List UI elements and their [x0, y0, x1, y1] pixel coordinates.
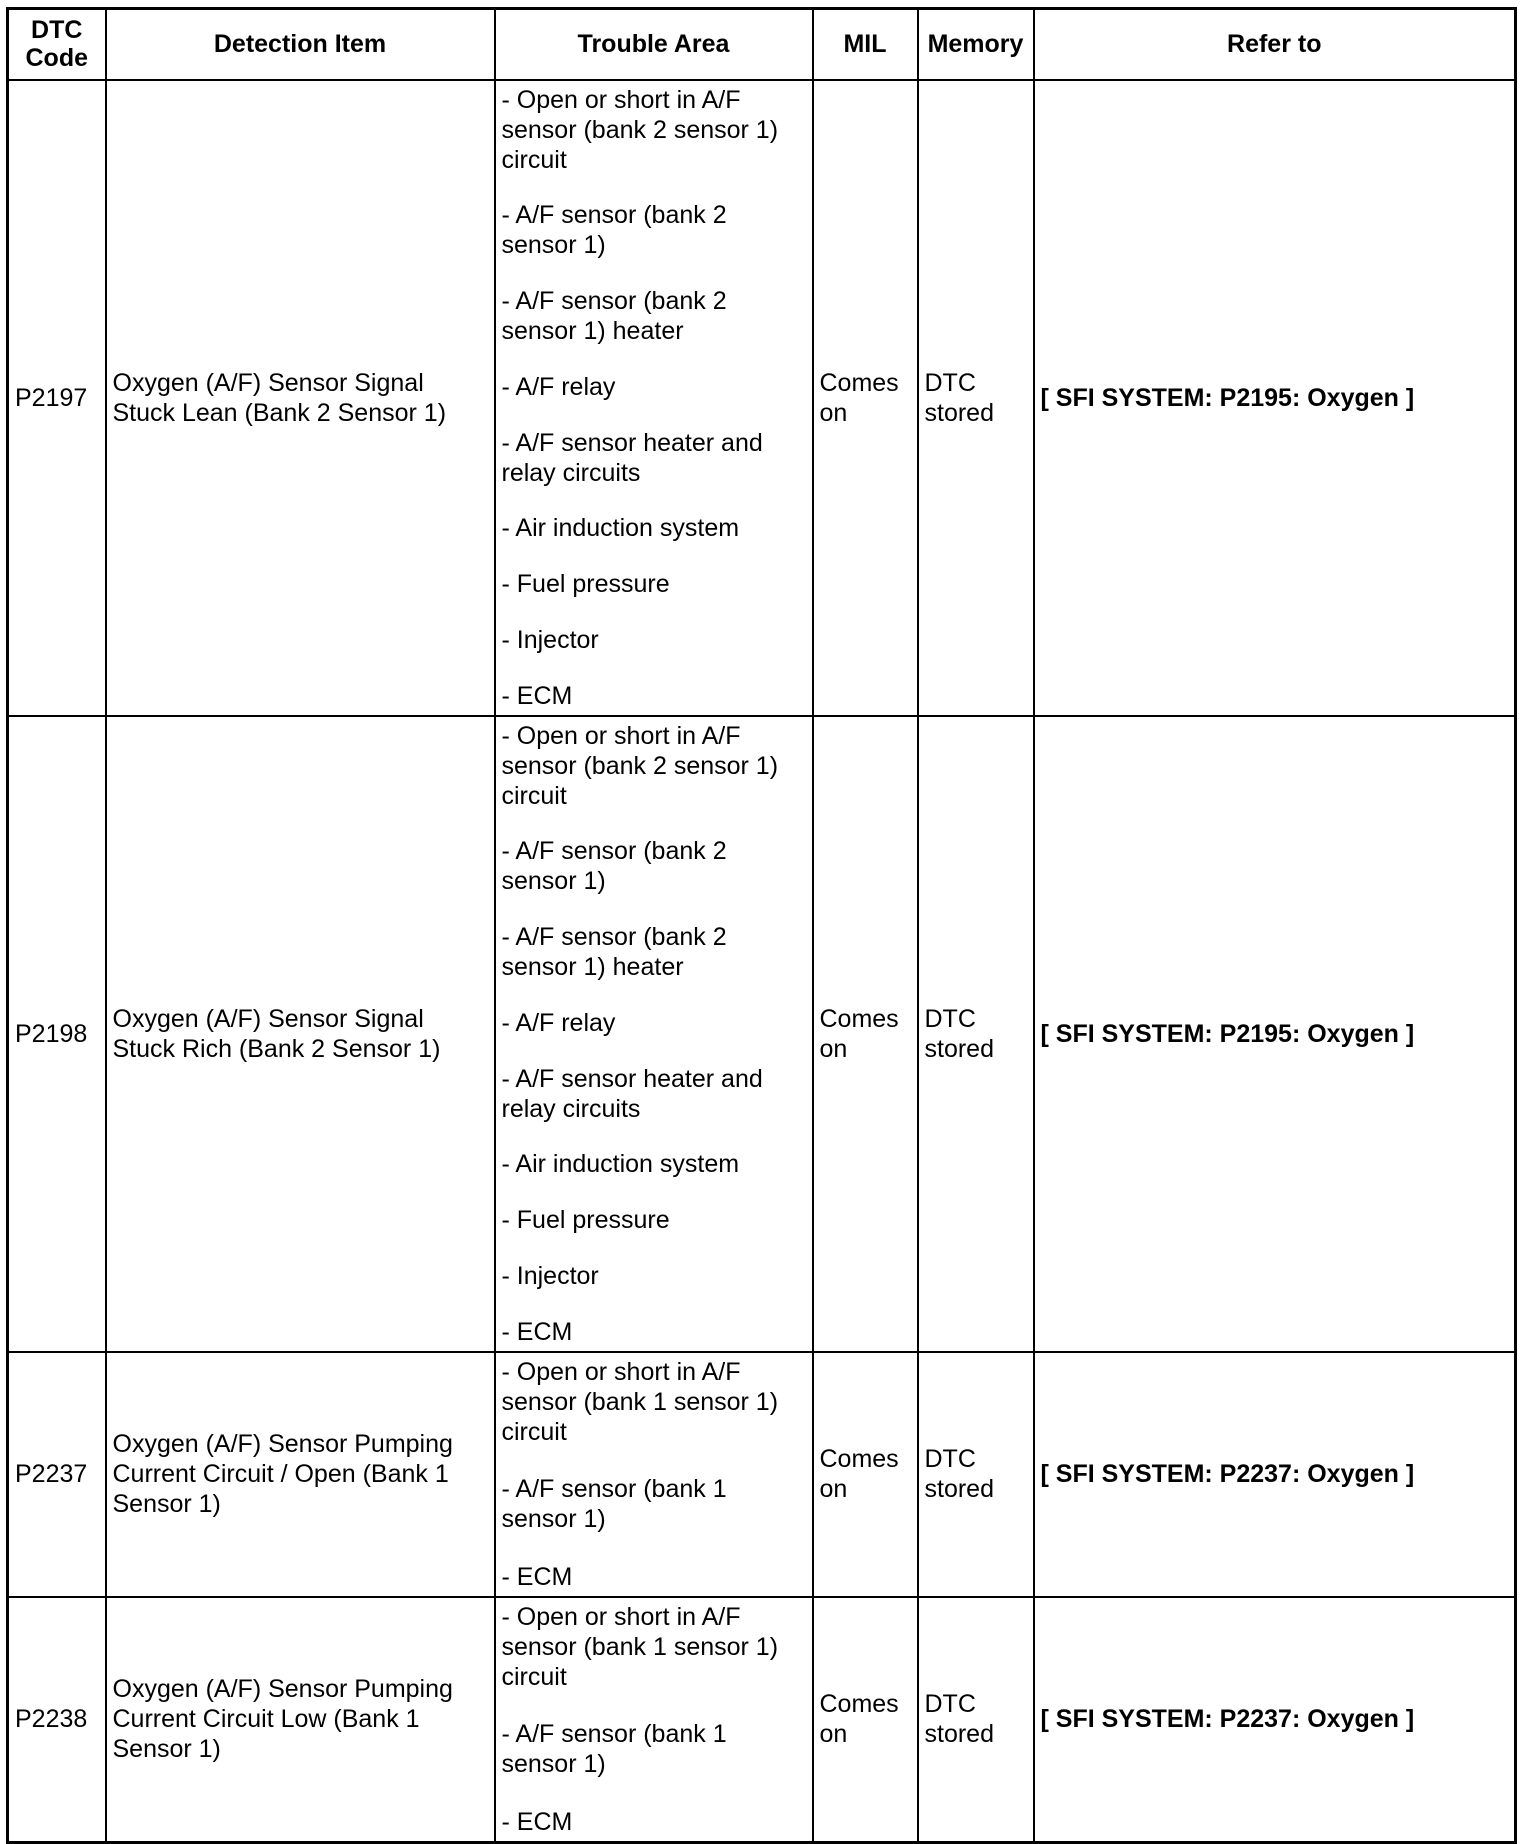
mil-cell: Comes on	[813, 716, 918, 1352]
trouble-area-item: - Injector	[501, 625, 599, 654]
trouble-area-item: - ECM	[501, 681, 573, 710]
trouble-area-item: - ECM	[501, 1317, 573, 1346]
memory-cell: DTC stored	[918, 1597, 1034, 1843]
refer-to-link[interactable]: [ SFI SYSTEM: P2195: Oxygen ]	[1034, 716, 1516, 1352]
detection-item-cell: Oxygen (A/F) Sensor Pumping Current Circuit / Open (Bank 1 Sensor 1)	[106, 1352, 495, 1597]
table-row	[8, 80, 1516, 716]
trouble-area-cell	[495, 1352, 813, 1597]
table-row	[8, 1352, 1516, 1597]
trouble-area-item: - A/F relay	[501, 1008, 616, 1037]
trouble-area-item: - Fuel pressure	[501, 1206, 670, 1234]
trouble-area-item: - Air induction system	[501, 514, 740, 543]
trouble-area-item: - Fuel pressure	[501, 570, 670, 598]
refer-to-link[interactable]: [ SFI SYSTEM: P2237: Oxygen ]	[1034, 1352, 1516, 1597]
trouble-area-cell	[495, 1597, 813, 1843]
refer-to-link[interactable]: [ SFI SYSTEM: P2237: Oxygen ]	[1034, 1597, 1516, 1843]
trouble-area-item: - Open or short in A/F sensor (bank 1 sensor 1) circuit	[501, 1602, 779, 1691]
trouble-area-item: - ECM	[501, 1807, 573, 1836]
dtc-code-cell: P2237	[8, 1352, 106, 1597]
memory-cell: DTC stored	[918, 716, 1034, 1352]
trouble-area-item: - Open or short in A/F sensor (bank 2 sensor 1) circuit	[501, 85, 779, 174]
memory-cell: DTC stored	[918, 80, 1034, 716]
trouble-area-item: - A/F sensor (bank 1 sensor 1)	[501, 1475, 727, 1533]
table-header-row	[8, 9, 1516, 80]
trouble-area-item: - A/F relay	[501, 372, 616, 401]
header-dtc-code-line1: DTC	[31, 16, 83, 45]
mil-cell: Comes on	[813, 1352, 918, 1597]
header-memory: Memory	[918, 9, 1034, 80]
mil-cell: Comes on	[813, 80, 918, 716]
trouble-area-item: - A/F sensor (bank 2 sensor 1) heater	[501, 923, 727, 981]
header-dtc-code-line2: Code	[25, 44, 88, 73]
detection-item-cell: Oxygen (A/F) Sensor Pumping Current Circuit Low (Bank 1 Sensor 1)	[106, 1597, 495, 1843]
header-trouble-area: Trouble Area	[495, 9, 813, 80]
trouble-area-item: - A/F sensor (bank 1 sensor 1)	[501, 1720, 727, 1778]
dtc-code-cell: P2197	[8, 80, 106, 716]
trouble-area-item: - A/F sensor (bank 2 sensor 1)	[501, 201, 727, 260]
detection-item-cell: Oxygen (A/F) Sensor Signal Stuck Lean (Bank 2 Sensor 1)	[106, 80, 495, 716]
table-row	[8, 716, 1516, 1352]
trouble-area-item: - Open or short in A/F sensor (bank 1 sensor 1) circuit	[501, 1357, 779, 1446]
trouble-area-cell	[495, 716, 813, 1352]
refer-to-link[interactable]: [ SFI SYSTEM: P2195: Oxygen ]	[1034, 80, 1516, 716]
trouble-area-cell	[495, 80, 813, 716]
trouble-area-item: - Air induction system	[501, 1150, 740, 1179]
header-mil: MIL	[813, 9, 918, 80]
memory-cell: DTC stored	[918, 1352, 1034, 1597]
header-detection-item: Detection Item	[106, 9, 495, 80]
header-dtc-code	[8, 9, 106, 80]
header-refer-to: Refer to	[1034, 9, 1516, 80]
trouble-area-item: - A/F sensor heater and relay circuits	[501, 1064, 763, 1123]
detection-item-cell: Oxygen (A/F) Sensor Signal Stuck Rich (Bank 2 Sensor 1)	[106, 716, 495, 1352]
dtc-code-cell: P2238	[8, 1597, 106, 1843]
trouble-area-item: - Injector	[501, 1261, 599, 1290]
trouble-area-item: - A/F sensor (bank 2 sensor 1)	[501, 837, 727, 896]
trouble-area-item: - Open or short in A/F sensor (bank 2 sensor 1) circuit	[501, 721, 779, 810]
dtc-table	[6, 7, 1517, 1844]
trouble-area-item: - A/F sensor heater and relay circuits	[501, 428, 763, 487]
trouble-area-item: - ECM	[501, 1562, 573, 1591]
dtc-code-cell: P2198	[8, 716, 106, 1352]
table-row	[8, 1597, 1516, 1843]
trouble-area-item: - A/F sensor (bank 2 sensor 1) heater	[501, 287, 727, 345]
mil-cell: Comes on	[813, 1597, 918, 1843]
